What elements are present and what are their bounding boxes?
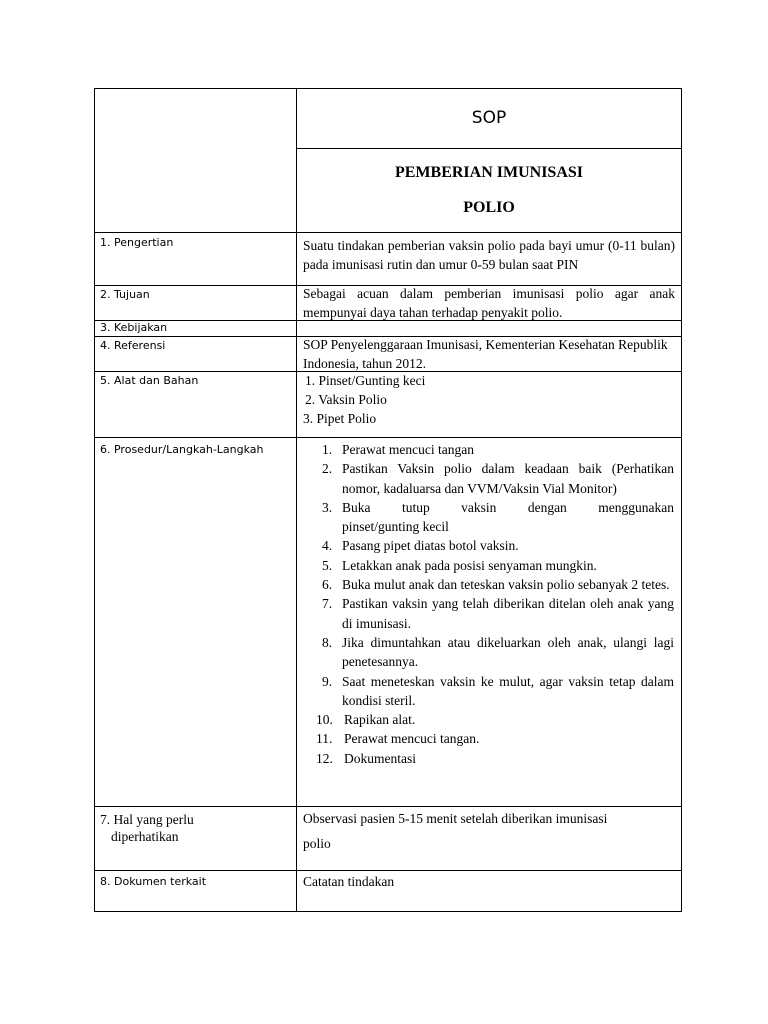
step-number: 2. [322, 461, 333, 477]
step-number: 8. [322, 634, 333, 650]
list-item [316, 729, 674, 748]
value-tujuan: Sebagai acuan dalam pemberian imunisasi polio agar anak mempunyai daya tahan terhadap penyakit polio. [303, 286, 675, 320]
row-divider [94, 870, 682, 871]
list-item [322, 672, 674, 711]
value-referensi: SOP Penyelenggaraan Imunisasi, Kementerian Kesehatan Republik Indonesia, tahun 2012. [303, 337, 668, 371]
document-subtitle: POLIO [463, 199, 515, 216]
label-alat-bahan: 5. Alat dan Bahan [100, 374, 199, 387]
list-item [322, 498, 674, 537]
step-text [342, 498, 674, 537]
sop-heading: SOP [471, 108, 507, 128]
label-pengertian: 1. Pengertian [100, 236, 174, 249]
step-number: 1. [322, 442, 333, 457]
list-item [322, 575, 674, 594]
value-line: polio [303, 836, 331, 851]
step-number: 6. [322, 577, 333, 593]
label-line: 7. Hal yang perlu [100, 812, 194, 827]
list-item [316, 749, 674, 768]
step-text: Letakkan anak pada posisi senyaman mungkin. [342, 557, 597, 573]
value-pengertian: Suatu tindakan pemberian vaksin polio pada bayi umur (0-11 bulan) pada imunisasi rutin dan umur 0-59 bulan saat PIN [303, 238, 675, 272]
label-tujuan: 2. Tujuan [100, 288, 150, 301]
step-number: 3. [322, 499, 333, 515]
step-number: 10. [316, 712, 333, 728]
step-word: vaksin [461, 499, 497, 515]
row-divider [94, 437, 682, 438]
row-divider [296, 148, 682, 149]
list-item: 2. Vaksin Polio [305, 392, 387, 407]
step-text: Saat meneteskan vaksin ke mulut, agar vaksin tetap dalam kondisi steril. [342, 673, 674, 708]
label-dokumen: 8. Dokumen terkait [100, 875, 207, 888]
value-hal-diperhatikan [303, 809, 675, 853]
step-text: Buka mulut anak dan teteskan vaksin polio sebanyak 2 tetes. [342, 577, 670, 593]
step-text: Perawat mencuci tangan. [344, 731, 480, 747]
step-word: menggunakan [598, 499, 674, 515]
step-text: Pasang pipet diatas botol vaksin. [342, 538, 519, 554]
label-referensi: 4. Referensi [100, 339, 166, 352]
step-text: Jika dimuntahkan atau dikeluarkan oleh anak, ulangi lagi penetesannya. [342, 634, 674, 670]
step-number: 7. [322, 596, 333, 612]
prosedur-steps [316, 440, 674, 768]
label-hal-diperhatikan [100, 811, 290, 845]
step-text: Pastikan vaksin yang telah diberikan ditelan oleh anak yang di imunisasi. [342, 596, 674, 631]
step-word: tutup [401, 499, 430, 515]
step-number: 5. [322, 557, 333, 573]
step-text: Pastikan Vaksin polio dalam keadaan baik (Perhatikan nomor, kadaluarsa dan VVM/Vaksin Vial Monitor) [342, 461, 674, 496]
list-item: 3. Pipet Polio [303, 411, 377, 426]
list-item [322, 556, 674, 575]
step-word: Buka [342, 499, 371, 515]
list-item [322, 536, 674, 555]
step-text-continued: pinset/gunting kecil [342, 519, 449, 535]
step-number: 12. [316, 750, 333, 766]
list-item [322, 594, 674, 633]
document-title: PEMBERIAN IMUNISASI [394, 164, 584, 181]
row-divider [94, 806, 682, 807]
list-item: 1. Pinset/Gunting keci [305, 373, 426, 388]
value-line: Observasi pasien 5-15 menit setelah diberikan imunisasi [303, 811, 608, 826]
label-kebijakan: 3. Kebijakan [100, 321, 168, 334]
step-number: 9. [322, 673, 333, 689]
label-line: diperhatikan [111, 829, 179, 844]
value-dokumen: Catatan tindakan [303, 874, 395, 889]
list-item [322, 633, 674, 672]
list-item [322, 459, 674, 498]
step-word: dengan [527, 499, 567, 515]
step-text: Dokumentasi [344, 750, 416, 766]
step-text: Rapikan alat. [344, 712, 416, 728]
step-text: Perawat mencuci tangan [342, 442, 474, 457]
list-item [322, 440, 674, 459]
step-number: 11. [316, 731, 333, 747]
step-number: 4. [322, 538, 333, 554]
alat-bahan-list [303, 371, 675, 428]
row-divider [94, 232, 682, 233]
label-prosedur: 6. Prosedur/Langkah-Langkah [100, 443, 264, 456]
list-item [316, 710, 674, 729]
